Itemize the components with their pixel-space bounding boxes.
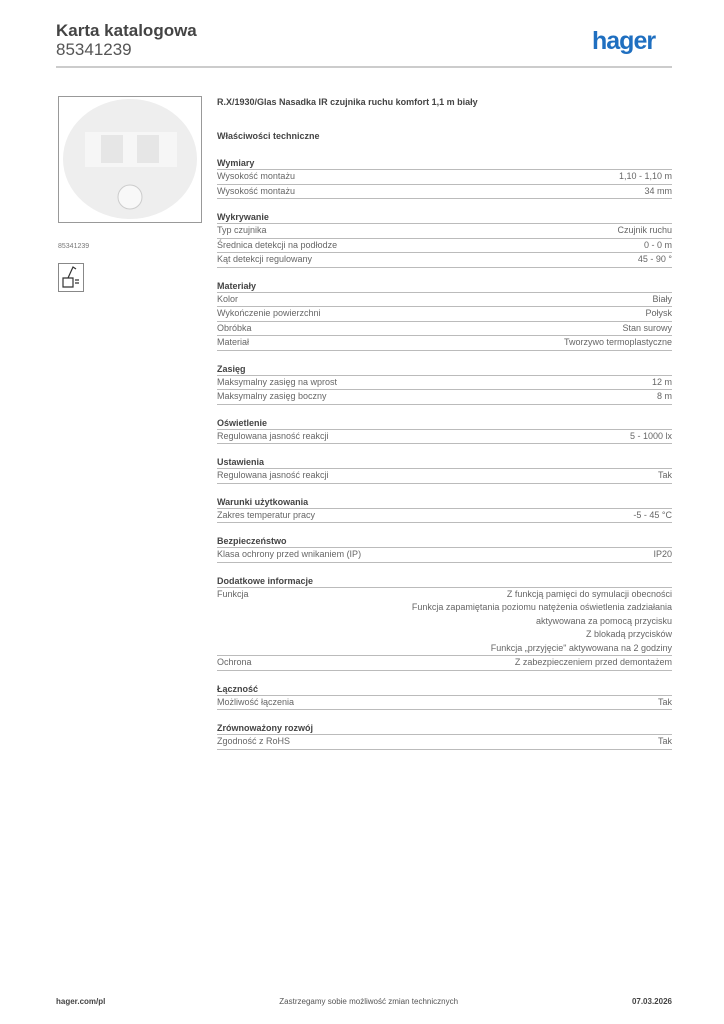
section-heading: Bezpieczeństwo	[217, 534, 672, 548]
section-heading: Dodatkowe informacje	[217, 574, 672, 588]
spec-row	[217, 293, 672, 308]
spec-value: Z zabezpieczeniem przed demontażem	[514, 657, 672, 667]
section-heading: Oświetlenie	[217, 416, 672, 430]
product-code: 85341239	[56, 40, 132, 59]
spec-section	[217, 682, 672, 711]
page-title: Karta katalogowa	[56, 21, 197, 40]
spec-value: Połysk	[645, 308, 672, 318]
spec-label: Kolor	[217, 293, 239, 304]
footer-link[interactable]: hager.com/pl	[56, 997, 106, 1006]
section-heading: Zrównoważony rozwój	[217, 721, 672, 735]
spec-row	[217, 390, 672, 405]
spec-value: 8 m	[656, 391, 672, 401]
spec-label: Klasa ochrony przed wnikaniem (IP)	[217, 549, 362, 559]
spec-label: Wysokość montażu	[217, 185, 295, 196]
spec-label: Zakres temperatur pracy	[217, 509, 316, 520]
spec-label: Zgodność z RoHS	[217, 736, 291, 746]
header-divider	[56, 66, 672, 68]
spec-value: 1,10 - 1,10 m	[618, 171, 672, 181]
hager-logo: hager	[592, 27, 656, 55]
spec-section	[217, 721, 672, 750]
spec-value: Tak	[657, 736, 672, 746]
spec-value: -5 - 45 °C	[633, 509, 672, 520]
spec-section	[217, 210, 672, 268]
spec-label: Regulowana jasność reakcji	[217, 470, 329, 480]
spec-section	[217, 156, 672, 199]
spec-label: Maksymalny zasięg na wprost	[217, 376, 338, 387]
sensor-symbol-icon	[58, 263, 84, 292]
spec-value: Stan surowy	[622, 322, 672, 333]
footer	[56, 997, 672, 1006]
spec-label: Kąt detekcji regulowany	[217, 254, 313, 264]
spec-section	[217, 534, 672, 563]
spec-row	[217, 588, 672, 657]
spec-label: Typ czujnika	[217, 225, 267, 235]
spec-value: Czujnik ruchu	[617, 225, 672, 235]
spec-value: 34 mm	[644, 185, 672, 196]
spec-row	[217, 253, 672, 268]
image-caption: 85341239	[58, 243, 90, 250]
spec-row	[217, 430, 672, 445]
spec-label: Maksymalny zasięg boczny	[217, 391, 327, 401]
section-heading: Łączność	[217, 682, 672, 696]
spec-label: Regulowana jasność reakcji	[217, 430, 329, 441]
spec-value: Z funkcją pamięci do symulacji obecności Funkcja zapamiętania poziomu natężenia oświetlenia zadziałania aktywowana za pomocą przycisku Z blokadą przycisków Funkcja „przyjęcie" aktywowana na 2 godziny	[411, 588, 672, 653]
spec-row	[217, 548, 672, 563]
spec-row	[217, 239, 672, 254]
spec-section	[217, 455, 672, 484]
spec-row	[217, 469, 672, 484]
spec-value: Tworzywo termoplastyczne	[563, 337, 672, 347]
spec-row	[217, 185, 672, 200]
spec-value: 5 - 1000 lx	[629, 430, 672, 441]
footer-date: 07.03.2026	[631, 997, 672, 1006]
spec-label: Wysokość montażu	[217, 171, 295, 181]
spec-row	[217, 322, 672, 337]
spec-sheet	[217, 97, 672, 750]
spec-row	[217, 696, 672, 711]
section-heading: Ustawienia	[217, 455, 672, 469]
spec-section	[217, 416, 672, 445]
spec-label: Ochrona	[217, 657, 252, 667]
section-heading: Zasięg	[217, 362, 672, 376]
spec-label: Wykończenie powierzchni	[217, 308, 321, 318]
spec-section	[217, 574, 672, 671]
spec-label: Możliwość łączenia	[217, 696, 295, 707]
spec-label: Średnica detekcji na podłodze	[217, 239, 338, 250]
spec-value: 0 - 0 m	[643, 239, 672, 250]
spec-value: IP20	[653, 549, 672, 559]
spec-value: 12 m	[651, 376, 672, 387]
spec-section	[217, 495, 672, 524]
spec-label: Materiał	[217, 337, 250, 347]
footer-disclaimer: Zastrzegamy sobie możliwość zmian technicznych	[279, 997, 459, 1006]
spec-label: Funkcja	[217, 588, 249, 599]
section-heading: Wykrywanie	[217, 210, 672, 224]
product-image	[58, 96, 202, 223]
section-heading: Warunki użytkowania	[217, 495, 672, 509]
spec-section	[217, 279, 672, 351]
spec-row	[217, 224, 672, 239]
spec-row	[217, 509, 672, 524]
section-heading: Wymiary	[217, 156, 672, 170]
spec-row	[217, 376, 672, 391]
spec-row	[217, 307, 672, 322]
spec-label: Obróbka	[217, 322, 252, 333]
spec-value: Tak	[657, 696, 672, 707]
spec-row	[217, 656, 672, 671]
spec-row	[217, 170, 672, 185]
spec-row	[217, 336, 672, 351]
product-title: R.X/1930/Glas Nasadka IR czujnika ruchu komfort 1,1 m biały	[217, 97, 478, 107]
spec-section	[217, 362, 672, 405]
spec-row	[217, 735, 672, 750]
props-heading: Właściwości techniczne	[217, 131, 320, 141]
spec-value: Biały	[652, 293, 672, 304]
spec-value: 45 - 90 °	[637, 254, 672, 264]
spec-value: Tak	[657, 470, 672, 480]
section-heading: Materiały	[217, 279, 672, 293]
